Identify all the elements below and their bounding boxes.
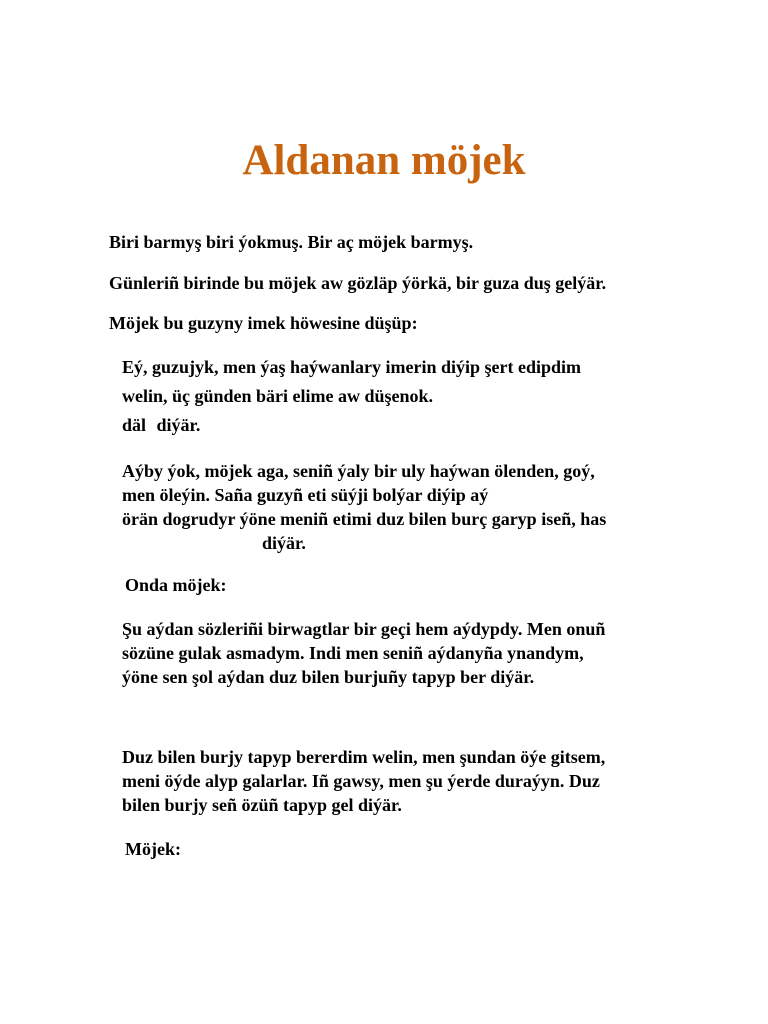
text-line: Onda möjek: [125,575,227,595]
text-line: Günleriñ birinde bu möjek aw gözläp ýörkä, bir guza duş gelýär. [109,273,607,293]
text-line: ýöne sen şol aýdan duz bilen burjuñy tapyp ber diýär. [122,667,535,687]
text-line: Şu aýdan sözleriñi birwagtlar bir geçi hem aýdypdy. Men onuñ [122,619,606,639]
text-line: men öleýin. Saña guzyñ eti süýji bolýar diýip aý [122,485,489,505]
text-line: Eý, guzujyk, men ýaş haýwanlary imerin diýip şert edipdim [122,357,582,377]
text-line: sözüne gulak asmadym. Indi men seniñ aýdanyña ynandym, [122,643,584,663]
text-line: däl diýär. [122,415,201,435]
text-line: Biri barmyş biri ýokmuş. Bir aç möjek barmyş. [109,232,474,252]
text-line: Duz bilen burjy tapyp bererdim welin, men şundan öýe gitsem, [122,747,606,767]
text-line: Möjek: [125,839,181,859]
text-line: Möjek bu guzyny imek höwesine düşüp: [109,313,418,333]
text-line: diýär. [262,533,306,553]
text-line: Aýby ýok, möjek aga, seniñ ýaly bir uly haýwan ölenden, goý, [122,461,595,481]
text-line: meni öýde alyp galarlar. Iñ gawsy, men şu ýerde duraýyn. Duz [122,771,600,791]
text-line: bilen burjy señ özüñ tapyp gel diýär. [122,795,402,815]
text-line: örän dogrudyr ýöne meniñ etimi duz bilen burç garyp iseñ, has [122,509,607,529]
text-line: welin, üç günden bäri elime aw düşenok. [122,386,434,406]
document-title: Aldanan möjek [242,137,526,184]
